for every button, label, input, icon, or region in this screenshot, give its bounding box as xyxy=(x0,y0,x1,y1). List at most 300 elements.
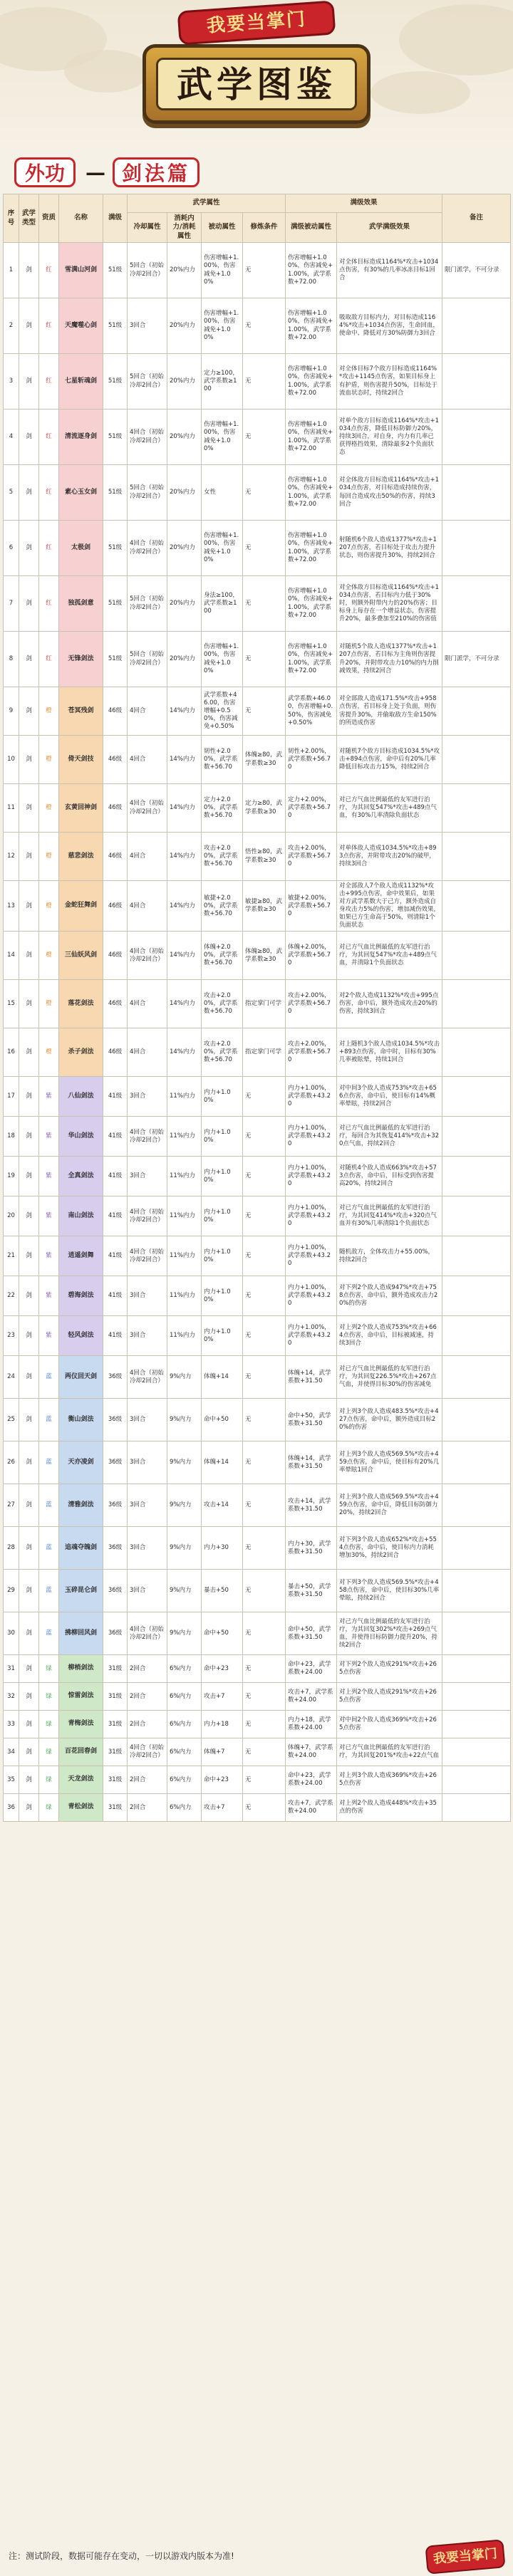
section-subcategory: 剑法篇 xyxy=(113,157,200,187)
row-type: 剑 xyxy=(19,1738,39,1766)
row-cooldown: 3回合 xyxy=(128,1527,167,1570)
row-condition: 无 xyxy=(243,521,286,576)
row-name: 慈悲剑法 xyxy=(59,833,103,881)
row-effect-max: 对下列2个敌人造成947%*攻击+758点伤害，命中后，额外造成攻击力20%的伤害 xyxy=(337,1276,442,1316)
row-passive-max: 攻击+2.00%，武学系数+56.70 xyxy=(286,980,337,1028)
row-cooldown: 4回合（初始冷却2回合） xyxy=(128,1117,167,1157)
row-cost: 9%内力 xyxy=(167,1356,202,1399)
row-passive-max: 暴击+50，武学系数+31.50 xyxy=(286,1570,337,1612)
row-type: 剑 xyxy=(19,1077,39,1117)
table-row xyxy=(4,980,511,1028)
row-passive-max: 内力+1.00%，武学系数+43.20 xyxy=(286,1077,337,1117)
row-quality: 红 xyxy=(39,576,59,632)
row-max-level: 51级 xyxy=(103,298,128,354)
table-row xyxy=(4,881,511,932)
row-remark xyxy=(442,1766,511,1794)
row-cost: 11%内力 xyxy=(167,1077,202,1117)
row-remark xyxy=(442,465,511,521)
row-quality: 蓝 xyxy=(39,1484,59,1527)
row-passive: 伤害增幅+1.00%，伤害减免+1.00% xyxy=(202,410,243,465)
row-name: 碧海剑法 xyxy=(59,1276,103,1316)
row-max-level: 46级 xyxy=(103,784,128,833)
row-passive-max: 命中+23，武学系数+24.00 xyxy=(286,1655,337,1683)
row-remark xyxy=(442,1527,511,1570)
title-banner xyxy=(142,44,370,124)
row-condition: 无 xyxy=(243,576,286,632)
page-header xyxy=(0,0,513,152)
row-name: 杀子剑法 xyxy=(59,1028,103,1077)
row-type: 剑 xyxy=(19,784,39,833)
row-cooldown: 5回合（初始冷却2回合） xyxy=(128,354,167,410)
row-passive: 内力+1.00% xyxy=(202,1276,243,1316)
row-quality: 绿 xyxy=(39,1766,59,1794)
row-type: 剑 xyxy=(19,1655,39,1683)
row-cooldown: 3回合 xyxy=(128,1157,167,1196)
table-row xyxy=(4,1655,511,1683)
row-quality: 绿 xyxy=(39,1794,59,1822)
row-name: 苍冥残剑 xyxy=(59,687,103,736)
row-index: 18 xyxy=(4,1117,19,1157)
header-group-max: 满级效果 xyxy=(286,194,442,213)
row-effect-max: 对已方气血比例最低的友军进行治疗，为其回复547%*攻击+489点气血，并清除1个负面状态 xyxy=(337,932,442,980)
row-max-level: 41级 xyxy=(103,1196,128,1236)
row-cost: 14%内力 xyxy=(167,736,202,784)
row-cooldown: 4回合（初始冷却2回合） xyxy=(128,1356,167,1399)
row-condition: 无 xyxy=(243,1683,286,1711)
row-passive: 伤害增幅+1.00%，伤害减免+1.00% xyxy=(202,521,243,576)
row-quality: 蓝 xyxy=(39,1570,59,1612)
row-passive-max: 攻击+7，武学系数+24.00 xyxy=(286,1794,337,1822)
header-effect-max: 武学满级效果 xyxy=(337,213,442,243)
row-effect-max: 对上列2个敌人造成753%*攻击+664点伤害，命中后，目标被减速，持续3回合 xyxy=(337,1316,442,1356)
row-cost: 9%内力 xyxy=(167,1484,202,1527)
row-condition: 无 xyxy=(243,1711,286,1738)
row-effect-max: 对单个敌方目标造成1164%*攻击+1034点伤害，降低目标防御力20%，持续3回合，对自身，内力有几率已获得格挡效果，清除最多2个负面状态 xyxy=(337,410,442,465)
table-row xyxy=(4,521,511,576)
row-name: 华山剑法 xyxy=(59,1117,103,1157)
row-max-level: 51级 xyxy=(103,576,128,632)
row-index: 9 xyxy=(4,687,19,736)
row-remark xyxy=(442,1196,511,1236)
row-type: 剑 xyxy=(19,576,39,632)
row-remark xyxy=(442,1236,511,1276)
row-name: 素心玉女剑 xyxy=(59,465,103,521)
row-index: 12 xyxy=(4,833,19,881)
row-cost: 14%内力 xyxy=(167,881,202,932)
row-type: 剑 xyxy=(19,1711,39,1738)
row-quality: 蓝 xyxy=(39,1527,59,1570)
table-row xyxy=(4,1399,511,1441)
row-condition: 无 xyxy=(243,243,286,298)
header-passive: 被动属性 xyxy=(202,213,243,243)
row-cooldown: 2回合 xyxy=(128,1683,167,1711)
row-quality: 红 xyxy=(39,465,59,521)
row-condition: 无 xyxy=(243,1441,286,1484)
row-cost: 20%内力 xyxy=(167,298,202,354)
row-name: 三仙妖风剑 xyxy=(59,932,103,980)
row-effect-max: 对已方气血比例最低的友军进行治疗，为其回复547%*攻击+489点气血，有30%几率清除负面状态 xyxy=(337,784,442,833)
table-row xyxy=(4,465,511,521)
row-index: 11 xyxy=(4,784,19,833)
row-type: 剑 xyxy=(19,833,39,881)
row-remark: 限门派学，不可分录 xyxy=(442,243,511,298)
row-condition: 无 xyxy=(243,1077,286,1117)
row-name: 玄黄回神剑 xyxy=(59,784,103,833)
row-effect-max: 对上列3个敌人造成483.5%*攻击+427点伤害，命中后，额外造成目标20%的伤害 xyxy=(337,1399,442,1441)
row-effect-max: 对已方气血比例最低的友军进行治疗，为其回复414%*攻击+320点气血并有30%几率清除1个负面状态 xyxy=(337,1196,442,1236)
row-remark xyxy=(442,1738,511,1766)
row-remark xyxy=(442,1356,511,1399)
row-max-level: 36级 xyxy=(103,1356,128,1399)
row-effect-max: 对下列2个敌人造成291%*攻击+265点伤害 xyxy=(337,1655,442,1683)
table-row xyxy=(4,410,511,465)
row-passive: 攻击+14 xyxy=(202,1484,243,1527)
row-max-level: 41级 xyxy=(103,1077,128,1117)
row-condition: 无 xyxy=(243,1196,286,1236)
row-index: 13 xyxy=(4,881,19,932)
row-condition: 无 xyxy=(243,1484,286,1527)
row-passive-max: 体魄+2.00%，武学系数+56.70 xyxy=(286,932,337,980)
row-passive: 体魄+7 xyxy=(202,1738,243,1766)
row-type: 剑 xyxy=(19,1683,39,1711)
row-passive: 暴击+50 xyxy=(202,1570,243,1612)
table-row xyxy=(4,932,511,980)
row-quality: 蓝 xyxy=(39,1612,59,1655)
header-cost: 消耗内力/消耗属性 xyxy=(167,213,202,243)
row-condition: 体魄≥80，武学系数≥30 xyxy=(243,932,286,980)
row-passive-max: 伤害增幅+1.00%，伤害减免+1.00%，武学系数+72.00 xyxy=(286,354,337,410)
row-cooldown: 4回合（初始冷却2回合） xyxy=(128,932,167,980)
header-max-level: 满级 xyxy=(103,194,128,243)
row-max-level: 46级 xyxy=(103,881,128,932)
row-index: 26 xyxy=(4,1441,19,1484)
row-quality: 红 xyxy=(39,298,59,354)
row-index: 6 xyxy=(4,521,19,576)
table-row xyxy=(4,298,511,354)
table-row xyxy=(4,1196,511,1236)
row-quality: 蓝 xyxy=(39,1356,59,1399)
row-passive-max: 内力+1.00%，武学系数+43.20 xyxy=(286,1316,337,1356)
row-quality: 橙 xyxy=(39,980,59,1028)
row-cooldown: 4回合 xyxy=(128,1028,167,1077)
row-quality: 橙 xyxy=(39,687,59,736)
row-max-level: 46级 xyxy=(103,980,128,1028)
row-max-level: 46级 xyxy=(103,932,128,980)
row-max-level: 36级 xyxy=(103,1570,128,1612)
row-quality: 绿 xyxy=(39,1711,59,1738)
row-cost: 14%内力 xyxy=(167,980,202,1028)
row-index: 17 xyxy=(4,1077,19,1117)
row-cooldown: 5回合（初始冷却2回合） xyxy=(128,465,167,521)
row-passive: 命中+50 xyxy=(202,1612,243,1655)
table-row xyxy=(4,833,511,881)
row-passive-max: 伤害增幅+1.00%，伤害减免+1.00%，武学系数+72.00 xyxy=(286,243,337,298)
row-effect-max: 对2个敌人造成1132%*攻击+995点伤害，命中后，额外造成攻击20%的伤害，持续3回合 xyxy=(337,980,442,1028)
table-row xyxy=(4,1441,511,1484)
row-condition: 无 xyxy=(243,465,286,521)
row-max-level: 51级 xyxy=(103,521,128,576)
row-remark: 限门派学，不可分录 xyxy=(442,632,511,687)
row-name: 七星斩魂剑 xyxy=(59,354,103,410)
table-row xyxy=(4,1683,511,1711)
row-effect-max: 对随机5个敌人造成1377%*攻击+1207点伤害，若目标为主角则伤害提升20%，并附带攻击力10%的内力削减效果，持续2回合 xyxy=(337,632,442,687)
row-cooldown: 2回合 xyxy=(128,1711,167,1738)
row-cooldown: 4回合（初始冷却2回合） xyxy=(128,1612,167,1655)
row-passive-max: 敏捷+2.00%，武学系数+56.70 xyxy=(286,881,337,932)
row-passive-max: 体魄+14，武学系数+31.50 xyxy=(286,1441,337,1484)
header-remark: 备注 xyxy=(442,194,511,243)
row-name: 天龙剑法 xyxy=(59,1766,103,1794)
table-row xyxy=(4,354,511,410)
row-cost: 6%内力 xyxy=(167,1766,202,1794)
row-remark xyxy=(442,1794,511,1822)
row-remark xyxy=(442,736,511,784)
row-condition: 敏捷≥80，武学系数≥30 xyxy=(243,881,286,932)
row-quality: 绿 xyxy=(39,1655,59,1683)
row-passive: 体魄+14 xyxy=(202,1441,243,1484)
row-max-level: 51级 xyxy=(103,410,128,465)
row-cooldown: 4回合（初始冷却2回合） xyxy=(128,1738,167,1766)
row-passive: 攻击+2.00%，武学系数+56.70 xyxy=(202,1028,243,1077)
row-name: 落花剑法 xyxy=(59,980,103,1028)
row-type: 剑 xyxy=(19,736,39,784)
row-name: 清流逐身剑 xyxy=(59,410,103,465)
row-remark xyxy=(442,1276,511,1316)
header-group-attr: 武学属性 xyxy=(128,194,286,213)
row-passive-max: 内力+1.00%，武学系数+43.20 xyxy=(286,1276,337,1316)
row-quality: 橙 xyxy=(39,881,59,932)
row-max-level: 41级 xyxy=(103,1316,128,1356)
table-row xyxy=(4,1484,511,1527)
row-passive: 伤害增幅+1.00%，伤害减免+1.00% xyxy=(202,632,243,687)
row-quality: 橙 xyxy=(39,932,59,980)
row-type: 剑 xyxy=(19,1028,39,1077)
row-effect-max: 射随机6个敌人造成1377%*攻击+1207点伤害，若目标处于攻击力提升状态，则伤害提升30%，持续2回合 xyxy=(337,521,442,576)
row-index: 28 xyxy=(4,1527,19,1570)
row-condition: 无 xyxy=(243,687,286,736)
row-max-level: 36级 xyxy=(103,1399,128,1441)
row-effect-max: 对上列2个敌人造成291%*攻击+265点伤害 xyxy=(337,1683,442,1711)
row-type: 剑 xyxy=(19,1570,39,1612)
row-name: 轻风剑法 xyxy=(59,1316,103,1356)
row-name: 拂柳回风剑 xyxy=(59,1612,103,1655)
row-index: 24 xyxy=(4,1356,19,1399)
row-passive: 攻击+7 xyxy=(202,1683,243,1711)
table-row xyxy=(4,1612,511,1655)
row-passive: 内力+18 xyxy=(202,1711,243,1738)
table-row xyxy=(4,1356,511,1399)
row-condition: 无 xyxy=(243,1655,286,1683)
row-effect-max: 对随机4个敌人造成663%*攻击+573点伤害，命中后，目标受到伤害提高20%，持续2回合 xyxy=(337,1157,442,1196)
row-condition: 无 xyxy=(243,1157,286,1196)
row-max-level: 31级 xyxy=(103,1711,128,1738)
cloud-decoration xyxy=(64,50,150,93)
row-passive-max: 内力+1.00%，武学系数+43.20 xyxy=(286,1117,337,1157)
row-index: 29 xyxy=(4,1570,19,1612)
row-passive-max: 伤害增幅+1.00%，伤害减免+1.00%，武学系数+72.00 xyxy=(286,632,337,687)
row-quality: 紫 xyxy=(39,1077,59,1117)
row-quality: 红 xyxy=(39,632,59,687)
row-index: 7 xyxy=(4,576,19,632)
row-max-level: 51级 xyxy=(103,465,128,521)
row-condition: 悟性≥80，武学系数≥30 xyxy=(243,833,286,881)
row-passive-max: 定力+2.00%，武学系数+56.70 xyxy=(286,784,337,833)
row-quality: 紫 xyxy=(39,1196,59,1236)
row-max-level: 51级 xyxy=(103,632,128,687)
table-row xyxy=(4,1766,511,1794)
row-index: 35 xyxy=(4,1766,19,1794)
row-remark xyxy=(442,784,511,833)
row-quality: 红 xyxy=(39,354,59,410)
row-effect-max: 对己方气血比例最低的友军进行治疗，为其回复302%*攻击+269点气血，并使得目标防御力提升20%，持续2回合 xyxy=(337,1612,442,1655)
row-name: 追魂夺魄剑 xyxy=(59,1527,103,1570)
row-cooldown: 3回合 xyxy=(128,1441,167,1484)
table-row xyxy=(4,1276,511,1316)
row-remark xyxy=(442,1683,511,1711)
row-effect-max: 对下列3个敌人造成652%*攻击+554点伤害，命中后，使目标内力消耗增加30%，持续2回合 xyxy=(337,1527,442,1570)
row-remark xyxy=(442,932,511,980)
row-passive-max: 伤害增幅+1.00%，伤害减免+1.00%，武学系数+72.00 xyxy=(286,465,337,521)
row-passive-max: 内力+1.00%，武学系数+43.20 xyxy=(286,1157,337,1196)
table-row xyxy=(4,576,511,632)
row-passive: 体魄+2.00%，武学系数+56.70 xyxy=(202,932,243,980)
row-passive-max: 内力+1.00%，武学系数+43.20 xyxy=(286,1196,337,1236)
row-condition: 无 xyxy=(243,298,286,354)
row-type: 剑 xyxy=(19,1196,39,1236)
row-type: 剑 xyxy=(19,410,39,465)
row-index: 5 xyxy=(4,465,19,521)
row-remark xyxy=(442,833,511,881)
row-cost: 9%内力 xyxy=(167,1570,202,1612)
row-quality: 紫 xyxy=(39,1276,59,1316)
row-effect-max: 对已方气血比例最低的友军进行治疗，每回合为其恢复414%*攻击+320点气血，持续2回合 xyxy=(337,1117,442,1157)
row-index: 4 xyxy=(4,410,19,465)
row-effect-max: 对上列3个敌人造成569.5%*攻击+459点伤害，命中后，使目标有20%几率晕眩1回合 xyxy=(337,1441,442,1484)
header-name: 名称 xyxy=(59,194,103,243)
row-cost: 11%内力 xyxy=(167,1236,202,1276)
row-type: 剑 xyxy=(19,243,39,298)
row-passive: 武学系数+46.00，伤害增幅+0.50%，伤害减免+0.50% xyxy=(202,687,243,736)
row-name: 倚天剑技 xyxy=(59,736,103,784)
row-remark xyxy=(442,1612,511,1655)
row-cost: 9%内力 xyxy=(167,1527,202,1570)
row-remark xyxy=(442,1655,511,1683)
row-name: 柳梢剑法 xyxy=(59,1655,103,1683)
row-type: 剑 xyxy=(19,465,39,521)
row-index: 36 xyxy=(4,1794,19,1822)
row-max-level: 36级 xyxy=(103,1441,128,1484)
row-cooldown: 4回合（初始冷却2回合） xyxy=(128,521,167,576)
row-cost: 6%内力 xyxy=(167,1683,202,1711)
row-cost: 20%内力 xyxy=(167,243,202,298)
row-passive-max: 命中+50，武学系数+31.50 xyxy=(286,1612,337,1655)
row-cooldown: 4回合（初始冷却2回合） xyxy=(128,1196,167,1236)
row-index: 2 xyxy=(4,298,19,354)
row-max-level: 46级 xyxy=(103,1028,128,1077)
row-condition: 无 xyxy=(243,1356,286,1399)
row-condition: 无 xyxy=(243,1527,286,1570)
row-passive: 定力≥100，武学系数≥100 xyxy=(202,354,243,410)
row-cost: 20%内力 xyxy=(167,465,202,521)
row-passive: 敏捷+2.00%，武学系数+56.70 xyxy=(202,881,243,932)
row-cooldown: 5回合（初始冷却2回合） xyxy=(128,243,167,298)
row-max-level: 31级 xyxy=(103,1655,128,1683)
row-effect-max: 对单体敌人造成1034.5%*攻击+893点伤害，并附带攻击20%的破甲，持续3回合 xyxy=(337,833,442,881)
row-passive: 体魄+14 xyxy=(202,1356,243,1399)
row-max-level: 41级 xyxy=(103,1117,128,1157)
row-index: 22 xyxy=(4,1276,19,1316)
row-cost: 20%内力 xyxy=(167,410,202,465)
row-cost: 14%内力 xyxy=(167,1028,202,1077)
row-cooldown: 4回合（初始冷却2回合） xyxy=(128,784,167,833)
row-index: 34 xyxy=(4,1738,19,1766)
row-condition: 定力≥80，武学系数≥30 xyxy=(243,784,286,833)
row-name: 青松剑法 xyxy=(59,1794,103,1822)
row-effect-max: 对中间3个敌人造成753%*攻击+656点伤害，命中后，使目标有14%概率晕眩，持续2回合 xyxy=(337,1077,442,1117)
row-passive: 伤害增幅+1.00%，伤害减免+1.00% xyxy=(202,243,243,298)
row-name: 青梅剑法 xyxy=(59,1711,103,1738)
row-remark xyxy=(442,576,511,632)
row-index: 20 xyxy=(4,1196,19,1236)
row-remark xyxy=(442,410,511,465)
row-cost: 20%内力 xyxy=(167,354,202,410)
row-type: 剑 xyxy=(19,1356,39,1399)
row-max-level: 41级 xyxy=(103,1157,128,1196)
row-passive-max: 伤害增幅+1.00%，伤害减免+1.00%，武学系数+72.00 xyxy=(286,576,337,632)
row-quality: 绿 xyxy=(39,1683,59,1711)
row-quality: 橙 xyxy=(39,784,59,833)
row-quality: 蓝 xyxy=(39,1399,59,1441)
row-passive: 内力+1.00% xyxy=(202,1316,243,1356)
row-index: 27 xyxy=(4,1484,19,1527)
row-cooldown: 4回合 xyxy=(128,687,167,736)
row-passive: 攻击+7 xyxy=(202,1794,243,1822)
table-row xyxy=(4,632,511,687)
row-passive-max: 韧性+2.00%，武学系数+56.70 xyxy=(286,736,337,784)
table-row xyxy=(4,736,511,784)
row-max-level: 31级 xyxy=(103,1683,128,1711)
row-cost: 20%内力 xyxy=(167,576,202,632)
row-passive-max: 内力+1.00%，武学系数+43.20 xyxy=(286,1236,337,1276)
row-max-level: 31级 xyxy=(103,1738,128,1766)
table-row xyxy=(4,1157,511,1196)
row-condition: 体魄≥80，武学系数≥30 xyxy=(243,736,286,784)
row-quality: 紫 xyxy=(39,1157,59,1196)
row-remark xyxy=(442,1399,511,1441)
row-quality: 红 xyxy=(39,521,59,576)
footer-note: 注：测试阶段，数据可能存在变动，一切以游戏内版本为准! xyxy=(9,2551,234,2561)
cloud-decoration xyxy=(370,71,470,114)
header-passive-max: 满级被动属性 xyxy=(286,213,337,243)
row-passive: 内力+1.00% xyxy=(202,1157,243,1196)
row-quality: 橙 xyxy=(39,833,59,881)
row-effect-max: 对中间2个敌人造成369%*攻击+265点伤害 xyxy=(337,1711,442,1738)
row-type: 剑 xyxy=(19,1157,39,1196)
row-index: 8 xyxy=(4,632,19,687)
row-name: 清雅剑法 xyxy=(59,1484,103,1527)
row-type: 剑 xyxy=(19,881,39,932)
row-cooldown: 2回合 xyxy=(128,1655,167,1683)
row-name: 天魔噬心剑 xyxy=(59,298,103,354)
row-passive: 内力+1.00% xyxy=(202,1196,243,1236)
row-condition: 无 xyxy=(243,354,286,410)
row-remark xyxy=(442,980,511,1028)
header-cooldown: 冷却属性 xyxy=(128,213,167,243)
row-condition: 无 xyxy=(243,1117,286,1157)
row-effect-max: 对上随机3个敌人造成1034.5%*攻击+893点伤害，命中时，目标有30%几率被眩晕，持续1回合 xyxy=(337,1028,442,1077)
row-effect-max: 对已方气血比例最低的友军进行治疗，为其回复226.5%*攻击+267点气血，并使得目标30%的伤害减免 xyxy=(337,1356,442,1399)
row-effect-max: 对全部敌人7个敌人造成1132%*攻击+995点伤害，命中效果后，如果对方武学系数大于己方，额外造成自身攻击力5%的伤害，增加减伤效果，如果已方生命高于50%，则清除1个负面状态 xyxy=(337,881,442,932)
